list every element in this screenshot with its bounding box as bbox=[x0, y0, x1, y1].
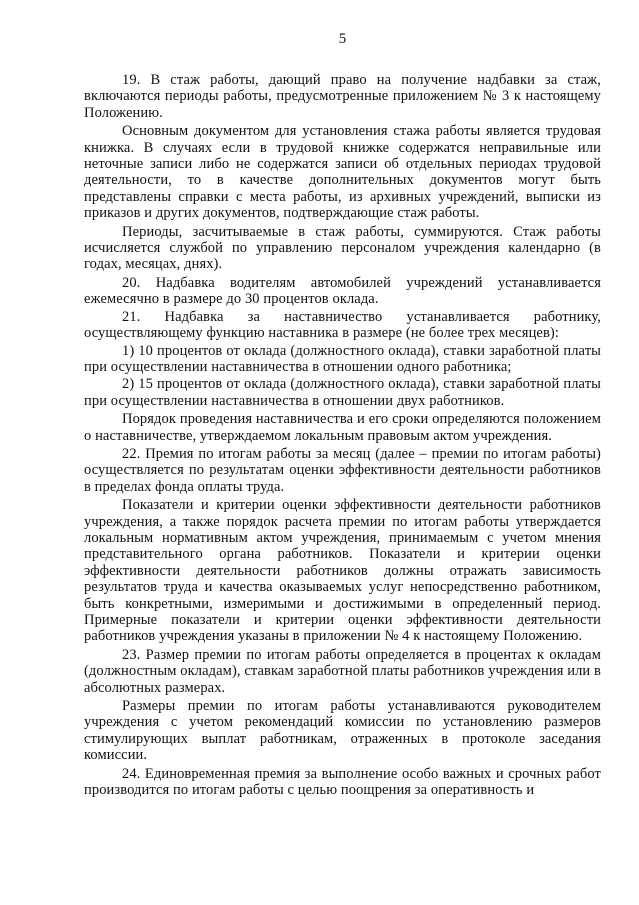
paragraph-23: 23. Размер премии по итогам работы определяется в процентах к окладам (должностным окладам), ставкам заработной платы работников учреждения или в абсолютных размерах. bbox=[84, 646, 601, 696]
paragraph-mentoring-order: Порядок проведения наставничества и его сроки определяются положением о наставничестве, утверждаемом локальным правовым актом учреждения. bbox=[84, 411, 601, 444]
paragraph-20: 20. Надбавка водителям автомобилей учреждений устанавливается ежемесячно в размере до 30 процентов оклада. bbox=[84, 274, 601, 308]
paragraph-indicators: Показатели и критерии оценки эффективности деятельности работников учреждения, а также порядок расчета премии по итогам работы утверждается локальным нормативным актом учреждения, принимаемым с учетом мнения представительного органа работников. Показатели и критерии оценки эффективности деятельности работников должны отражать зависимость результатов труда и качества оказываемых услуг непосредственно работником, быть конкретными, измеримыми и достижимыми в определенный период. Примерные показатели и критерии оценки эффективности деятельности работников учреждения указаны в приложении № 4 к настоящему Положению. bbox=[84, 497, 601, 645]
paragraph-premium-amounts: Размеры премии по итогам работы устанавливаются руководителем учреждения с учетом рекомендаций комиссии по установлению размеров стимулирующих выплат работникам, отраженных в протоколе заседания комиссии. bbox=[84, 698, 601, 764]
paragraph-22: 22. Премия по итогам работы за месяц (далее – премии по итогам работы) осуществляется по результатам оценки эффективности деятельности работников в пределах фонда оплаты труда. bbox=[84, 445, 601, 495]
paragraph-21-item-1: 1) 10 процентов от оклада (должностного оклада), ставки заработной платы при осуществлении наставничества в отношении одного работника; bbox=[84, 342, 601, 375]
paragraph-24: 24. Единовременная премия за выполнение особо важных и срочных работ производится по итогам работы с целью поощрения за оперативность и bbox=[84, 765, 601, 799]
page-number: 5 bbox=[338, 31, 347, 47]
paragraph-21-item-2: 2) 15 процентов от оклада (должностного оклада), ставки заработной платы при осуществлении наставничества в отношении двух работников. bbox=[84, 376, 601, 409]
paragraph-21: 21. Надбавка за наставничество устанавливается работнику, осуществляющему функцию наставника в размере (не более трех месяцев): bbox=[84, 308, 601, 342]
paragraph-basic-document: Основным документом для установления стажа работы является трудовая книжка. В случаях если в трудовой книжке содержатся неправильные или неточные записи либо не содержатся записи об отдельных периодах трудовой деятельности, то в качестве дополнительных документов могут быть представлены справки с места работы, из архивных учреждений, выписки из приказов и других документов, подтверждающие стаж работы. bbox=[84, 123, 601, 222]
paragraph-19: 19. В стаж работы, дающий право на получение надбавки за стаж, включаются периоды работы, предусмотренные приложением № 3 к настоящему Положению. bbox=[84, 72, 601, 121]
paragraph-periods: Периоды, засчитываемые в стаж работы, суммируются. Стаж работы исчисляется службой по управлению персоналом учреждения календарно (в годах, месяцах, днях). bbox=[84, 223, 601, 273]
